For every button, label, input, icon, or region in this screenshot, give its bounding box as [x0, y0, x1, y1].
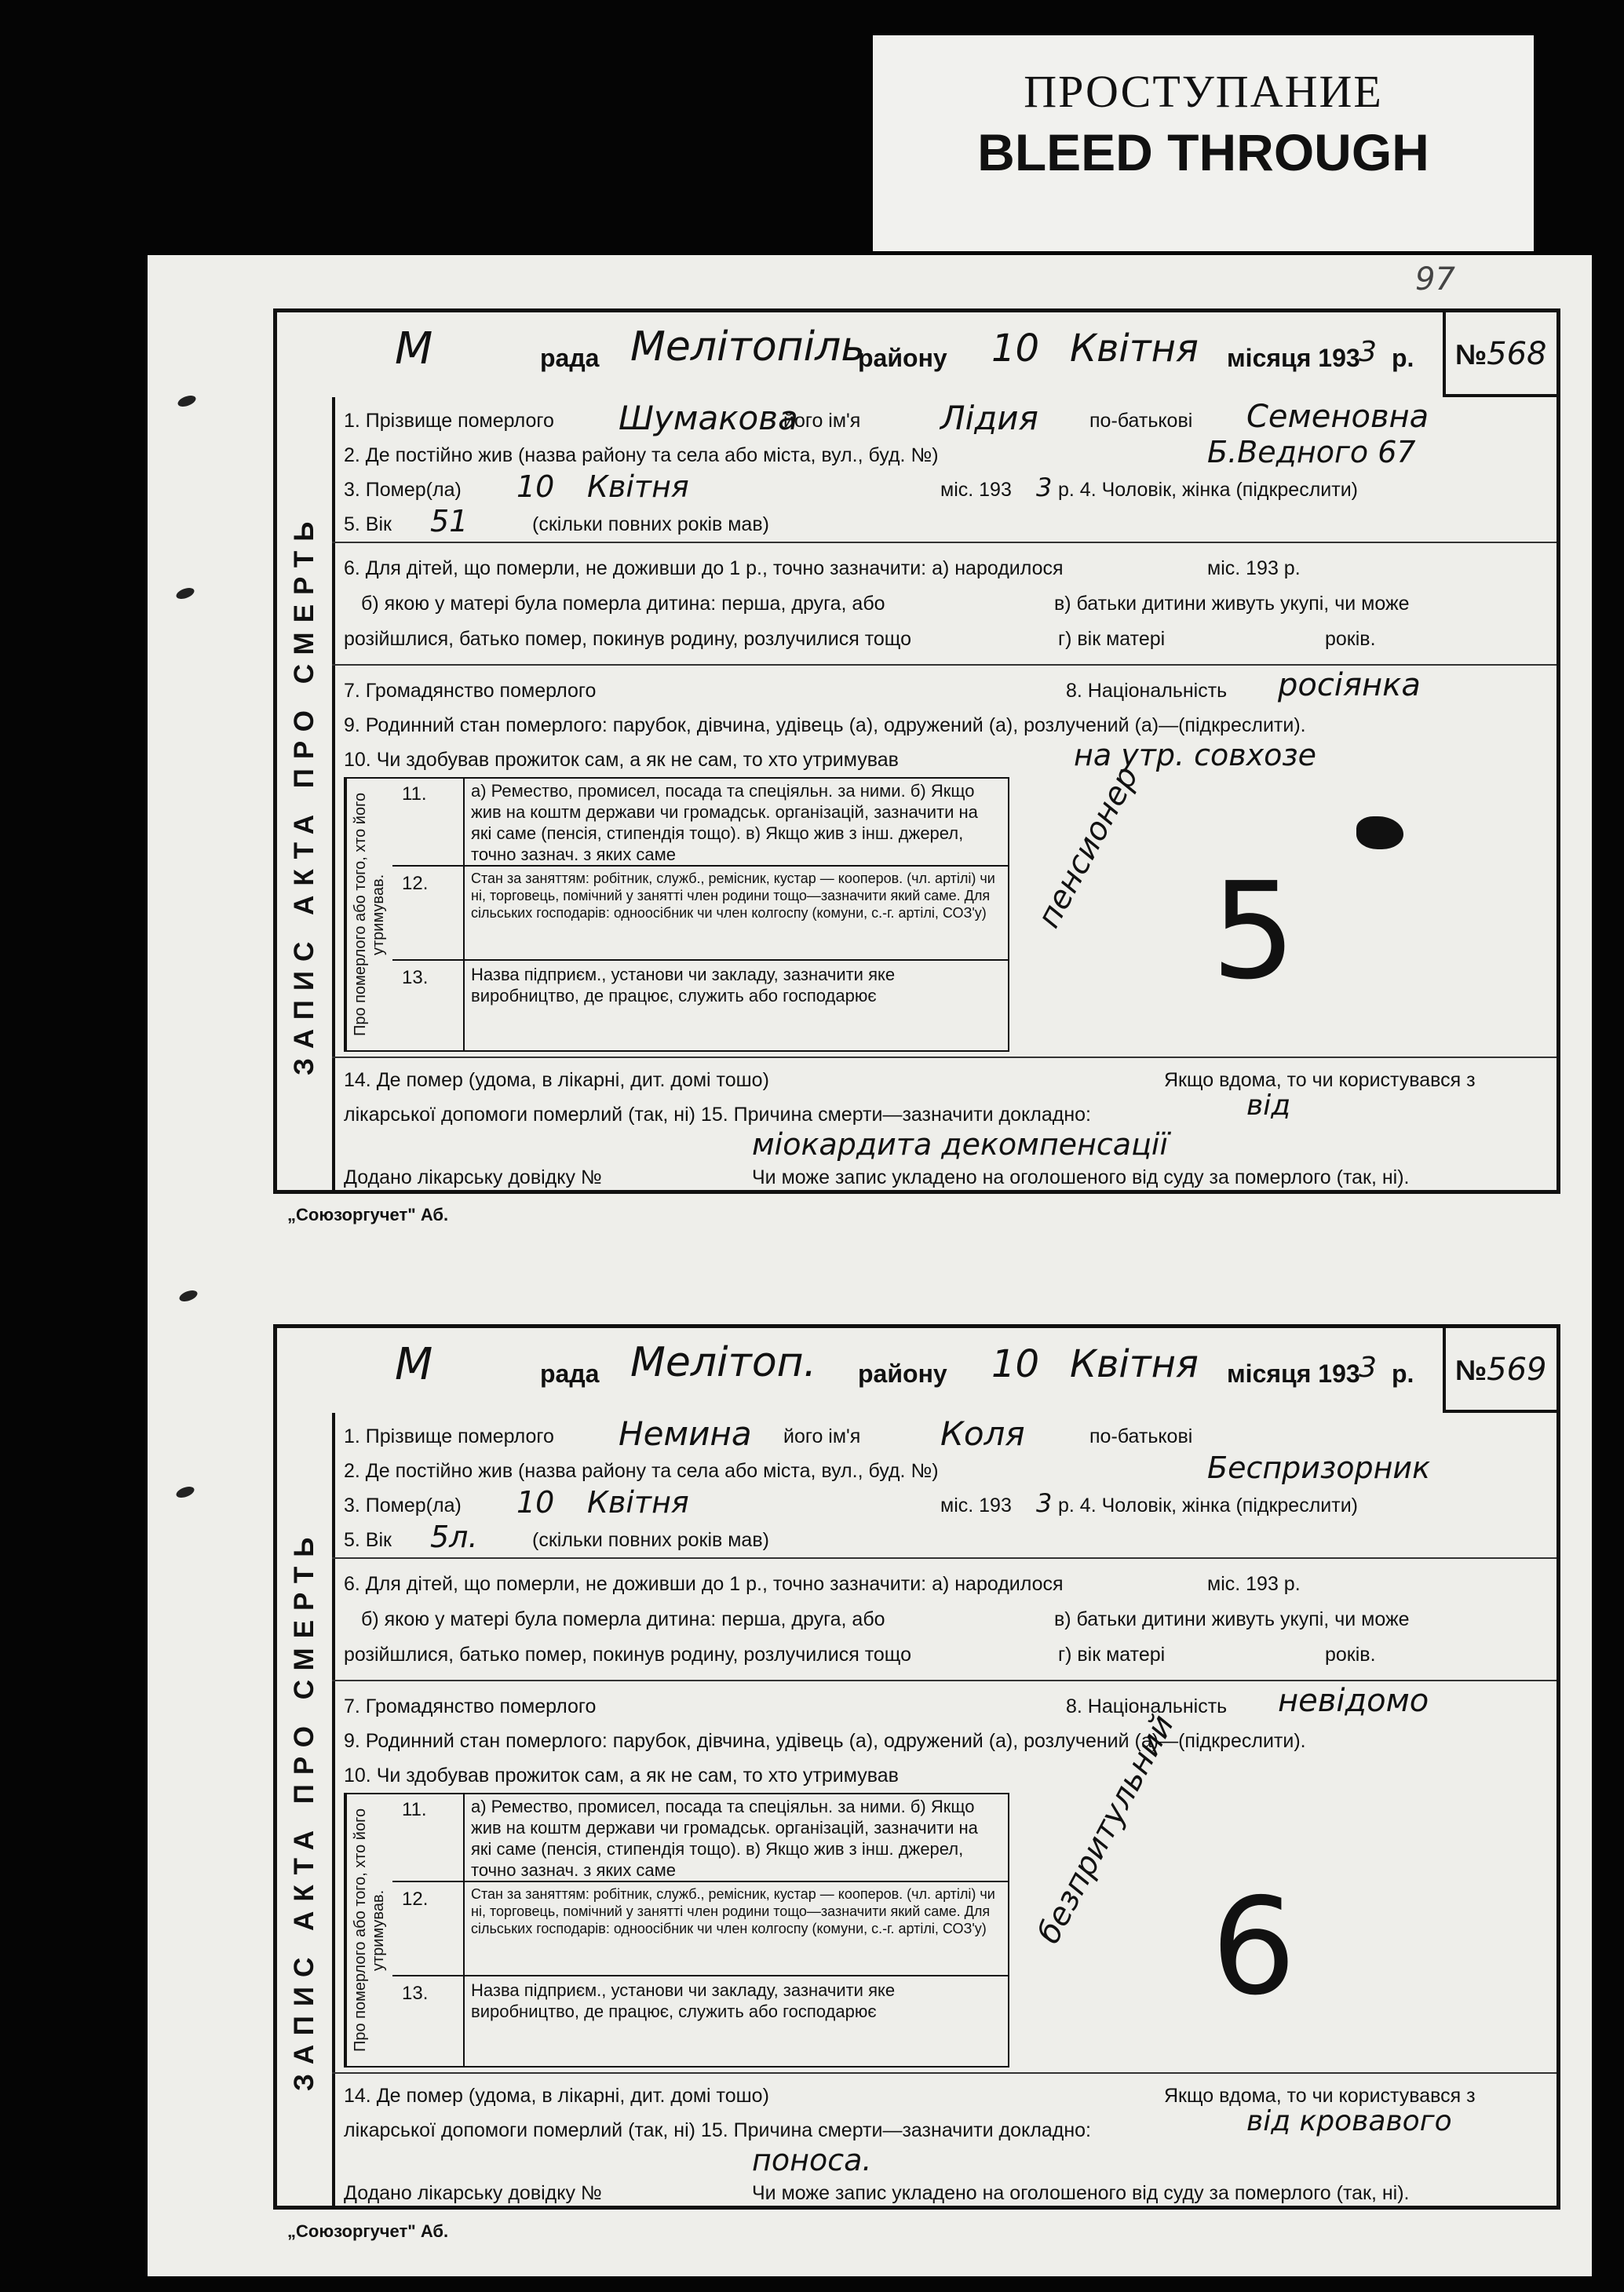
item-12-number: 12. [402, 1889, 429, 1910]
form-footer: „Союзоргучет" Аб. [287, 2221, 449, 2241]
occupation-box-side: Про померлого або того, хто його утримував. [345, 1794, 392, 2066]
marital-label: 9. Родинний стан померлого: парубок, дівчина, удівець (а), одружений (а), розлучений (а)—(підкреслити). [344, 714, 1306, 736]
surname-value: Немина [619, 1414, 752, 1453]
citizenship-label: 7. Громадянство померлого [344, 680, 597, 702]
month-handwritten: Квітня [1070, 1342, 1199, 1386]
place-label: 14. Де помер (удома, в лікарні, дит. домі тошо) [344, 1069, 769, 1091]
row-surname [344, 400, 1547, 435]
years-label: років. [1325, 1644, 1376, 1666]
item-11-number: 11. [402, 1799, 427, 1820]
death-record-form-1 [273, 308, 1560, 1194]
divider [332, 1057, 1556, 1058]
row-place-of-death [344, 1060, 1547, 1094]
item-13-text: Назва підприєм., установи чи закладу, зазначити яке виробництво, де працює, служить або господарює [471, 965, 896, 1005]
item-11-text: а) Ремество, промисел, посада та спеціяльн. за ними. б) Якщо жив на коштм держави чи громадськ. організацій, зазначити на які саме (пенсія, стипендія тощо). в) Якщо жив з інш. джерел, точно зазнач. з яких саме [471, 1797, 978, 1880]
day-handwritten: 10 [991, 1342, 1040, 1386]
row-support [344, 1755, 1547, 1790]
occupation-row-12 [392, 865, 1008, 961]
occupation-box [344, 1793, 1009, 2068]
support-label: 10. Чи здобував прожиток сам, а як не сам, то хто утримував [344, 1765, 899, 1787]
died-year-digit: 3 [1036, 473, 1053, 502]
patronymic-label: по-батькові [1089, 1425, 1193, 1447]
cause-label: лікарської допомоги померлий (так, ні) 15. Причина смерти—зазначити докладно: [344, 1104, 1091, 1126]
record-number-box [1443, 312, 1556, 397]
item-11-text: а) Ремество, промисел, посада та спеціяльн. за ними. б) Якщо жив на коштм держави чи громадськ. організацій, зазначити на які саме (пенсія, стипендія тощо). в) Якщо жив з інш. джерел, точно зазнач. з яких саме [471, 781, 978, 864]
sex-label: р. 4. Чоловік, жінка (підкреслити) [1058, 1495, 1359, 1516]
cause-label: лікарської допомоги померлий (так, ні) 15. Причина смерти—зазначити докладно: [344, 2119, 1091, 2141]
cause-value-2: міокардита декомпенсації [752, 1127, 1169, 1162]
certificate-label: Додано лікарську довідку № [344, 2182, 602, 2204]
row-death-date [344, 469, 1547, 504]
nationality-label: 8. Національність [1066, 680, 1228, 702]
row-age [344, 1520, 1547, 1554]
side-column [277, 397, 335, 1190]
died-day-value: 10 [516, 469, 555, 504]
died-label: 3. Помер(ла) [344, 479, 462, 501]
item-12-text: Стан за заняттям: робітник, служб., ремісник, кустар — кооперов. (чл. артілі) чи ні, торговець, помічний у занятті член родини тощо—зазначити який саме. Для сільських господарів: одноосібник чи член колгоспу (комуни, с.-г. артілі, СОЗ'у) [471, 870, 995, 921]
surname-value: Шумакова [619, 399, 798, 437]
occupation-row-11 [392, 1793, 1008, 1881]
r-label: р. [1392, 1360, 1414, 1388]
row-citizenship [344, 1683, 1547, 1721]
month-handwritten: Квітня [1070, 327, 1199, 370]
age-hint: (скільки повних років мав) [532, 1529, 769, 1551]
row-cause-2 [344, 2144, 1547, 2179]
raion-label: району [858, 1360, 947, 1388]
occupation-row-11 [392, 777, 1008, 865]
row-address [344, 1451, 1547, 1485]
row-child-1 [344, 548, 1547, 582]
row-cause [344, 1089, 1547, 1129]
sex-label: р. 4. Чоловік, жінка (підкреслити) [1058, 479, 1359, 501]
grade-number: 5 [1211, 854, 1297, 1009]
name-value: Лідия [940, 399, 1038, 437]
form-footer: „Союзоргучет" Аб. [287, 1205, 449, 1224]
record-number: 569 [1487, 1352, 1547, 1388]
council-handwritten: М [395, 1339, 433, 1390]
nationality-label: 8. Національність [1066, 1695, 1228, 1717]
died-day-value: 10 [516, 1485, 555, 1520]
occupation-value: пенсионер [1031, 760, 1146, 934]
record-number: 568 [1487, 336, 1547, 372]
row-citizenship [344, 667, 1547, 705]
medical-help-label: Якщо вдома, то чи користувався з [1164, 1069, 1476, 1091]
died-month-value: Квітня [587, 469, 689, 504]
row-address [344, 435, 1547, 469]
month-year-label: місяця 193 [1227, 1360, 1360, 1388]
rada-label: рада [540, 1360, 600, 1388]
place-label: 14. Де помер (удома, в лікарні, дит. домі тошо) [344, 2085, 769, 2107]
surname-label: 1. Прізвище померлого [344, 1425, 554, 1447]
cause-value-2: поноса. [752, 2143, 872, 2177]
child-order-label: б) якою у матері була померла дитина: перша, друга, або [361, 1608, 885, 1630]
died-year-label: міс. 193 [940, 479, 1012, 501]
side-column [277, 1413, 335, 2206]
item-13-text: Назва підприєм., установи чи закладу, зазначити яке виробництво, де працює, служить або господарює [471, 1980, 896, 2021]
cause-value-1: від [1246, 1089, 1291, 1122]
council-handwritten: М [395, 323, 433, 374]
row-child-1 [344, 1564, 1547, 1598]
years-label: років. [1325, 628, 1376, 650]
day-handwritten: 10 [991, 327, 1040, 370]
patronymic-label: по-батькові [1089, 410, 1193, 432]
rada-label: рада [540, 344, 600, 372]
child-born-month: міс. 193 р. [1207, 557, 1301, 579]
month-year-label: місяця 193 [1227, 344, 1360, 372]
row-surname [344, 1416, 1547, 1451]
binding-hole [177, 393, 198, 408]
binding-hole [178, 1288, 199, 1303]
tag-line-en: BLEED THROUGH [977, 123, 1429, 181]
divider [332, 1680, 1556, 1681]
occupation-value: безпритульний [1031, 1709, 1181, 1950]
district-handwritten: Мелітоп. [630, 1339, 817, 1386]
nationality-value: росіянка [1278, 667, 1421, 703]
row-death-date [344, 1485, 1547, 1520]
parents-status-label: розійшлися, батько помер, покинув родину, розлучилися тощо [344, 628, 911, 650]
died-year-digit: 3 [1036, 1488, 1053, 1518]
nationality-value: невідомо [1278, 1683, 1429, 1719]
row-cause-2 [344, 1129, 1547, 1163]
year-digit-handwritten: 3 [1359, 336, 1377, 368]
address-value: Б.Ведного 67 [1207, 435, 1416, 469]
row-child-3 [344, 619, 1547, 653]
occupation-row-13 [392, 959, 1008, 1052]
row-certificate [344, 2176, 1547, 2210]
row-age [344, 504, 1547, 538]
age-label: 5. Вік [344, 513, 392, 535]
item-13-number: 13. [402, 1983, 429, 2004]
occupation-row-13 [392, 1975, 1008, 2068]
parents-label: в) батьки дитини живуть укупі, чи може [1054, 1608, 1410, 1630]
divider [332, 2072, 1556, 2074]
citizenship-label: 7. Громадянство померлого [344, 1695, 597, 1717]
side-title: ЗАПИС АКТА ПРО СМЕРТЬ [289, 1527, 319, 2091]
document-sheet [148, 255, 1592, 2276]
died-month-value: Квітня [587, 1485, 689, 1520]
court-label: Чи може запис укладено на оголошеного від суду за померлого (так, ні). [752, 2182, 1410, 2204]
row-support [344, 739, 1547, 774]
grade-number: 6 [1211, 1870, 1297, 2025]
binding-hole [175, 586, 196, 600]
ink-blot [1356, 816, 1403, 849]
support-label: 10. Чи здобував прожиток сам, а як не сам, то хто утримував [344, 749, 899, 771]
support-value: на утр. совхозе [1074, 738, 1316, 772]
court-label: Чи може запис укладено на оголошеного від суду за померлого (так, ні). [752, 1166, 1410, 1188]
age-hint: (скільки повних років мав) [532, 513, 769, 535]
form-header [277, 1328, 1451, 1413]
address-label: 2. Де постійно жив (назва району та села або міста, вул., буд. №) [344, 1460, 939, 1482]
occupation-box [344, 777, 1009, 1052]
child-order-label: б) якою у матері була померла дитина: перша, друга, або [361, 593, 885, 615]
certificate-label: Додано лікарську довідку № [344, 1166, 602, 1188]
name-label: його ім'я [783, 410, 861, 432]
r-label: р. [1392, 344, 1414, 372]
divider [332, 664, 1556, 666]
number-sign: № [1455, 1354, 1487, 1386]
died-label: 3. Помер(ла) [344, 1495, 462, 1516]
divider [332, 542, 1556, 543]
patronymic-value: Семеновна [1246, 399, 1429, 435]
name-value: Коля [940, 1414, 1025, 1453]
item-12-number: 12. [402, 873, 429, 894]
death-record-form-2 [273, 1324, 1560, 2210]
name-label: його ім'я [783, 1425, 861, 1447]
year-digit-handwritten: 3 [1359, 1352, 1377, 1384]
marital-label: 9. Родинний стан померлого: парубок, дівчина, удівець (а), одружений (а), розлучений (а)—(підкреслити). [344, 1730, 1306, 1752]
side-title: ЗАПИС АКТА ПРО СМЕРТЬ [289, 512, 319, 1075]
child-born-label: 6. Для дітей, що померли, не доживши до 1 р., точно зазначити: а) народилося [344, 557, 1064, 579]
item-11-number: 11. [402, 783, 427, 805]
number-sign: № [1455, 338, 1487, 370]
binding-hole [175, 1484, 196, 1499]
address-value: Беспризорник [1207, 1451, 1431, 1485]
divider [332, 1557, 1556, 1559]
tag-line-ru: ПРОСТУПАНИЕ [1024, 66, 1383, 117]
age-value: 5л. [430, 1520, 478, 1554]
form-header [277, 312, 1451, 397]
row-marital [344, 1721, 1547, 1755]
died-year-label: міс. 193 [940, 1495, 1012, 1516]
item-13-number: 13. [402, 967, 429, 988]
age-label: 5. Вік [344, 1529, 392, 1551]
parents-status-label: розійшлися, батько помер, покинув родину, розлучилися тощо [344, 1644, 911, 1666]
bleed-through-tag [873, 35, 1534, 251]
age-value: 51 [430, 504, 469, 538]
mother-age-label: г) вік матері [1058, 1644, 1166, 1666]
row-child-2 [344, 583, 1547, 618]
child-born-label: 6. Для дітей, що померли, не доживши до 1 р., точно зазначити: а) народилося [344, 1573, 1064, 1595]
mother-age-label: г) вік матері [1058, 628, 1166, 650]
occupation-row-12 [392, 1881, 1008, 1976]
child-born-month: міс. 193 р. [1207, 1573, 1301, 1595]
row-certificate [344, 1160, 1547, 1195]
row-marital [344, 705, 1547, 739]
surname-label: 1. Прізвище померлого [344, 410, 554, 432]
folio-number: 97 [1415, 261, 1455, 297]
district-handwritten: Мелітопіль [630, 323, 865, 370]
address-label: 2. Де постійно жив (назва району та села або міста, вул., буд. №) [344, 444, 939, 466]
raion-label: району [858, 344, 947, 372]
row-child-3 [344, 1634, 1547, 1669]
occupation-box-side: Про померлого або того, хто його утримував. [345, 779, 392, 1050]
cause-value-1: від кровавого [1246, 2105, 1452, 2137]
row-cause [344, 2105, 1547, 2144]
parents-label: в) батьки дитини живуть укупі, чи може [1054, 593, 1410, 615]
record-number-box [1443, 1328, 1556, 1413]
row-child-2 [344, 1599, 1547, 1633]
medical-help-label: Якщо вдома, то чи користувався з [1164, 2085, 1476, 2107]
item-12-text: Стан за заняттям: робітник, служб., ремісник, кустар — кооперов. (чл. артілі) чи ні, торговець, помічний у занятті член родини тощо—зазначити який саме. Для сільських господарів: одноосібник чи член колгоспу (комуни, с.-г. артілі, СОЗ'у) [471, 1886, 995, 1936]
